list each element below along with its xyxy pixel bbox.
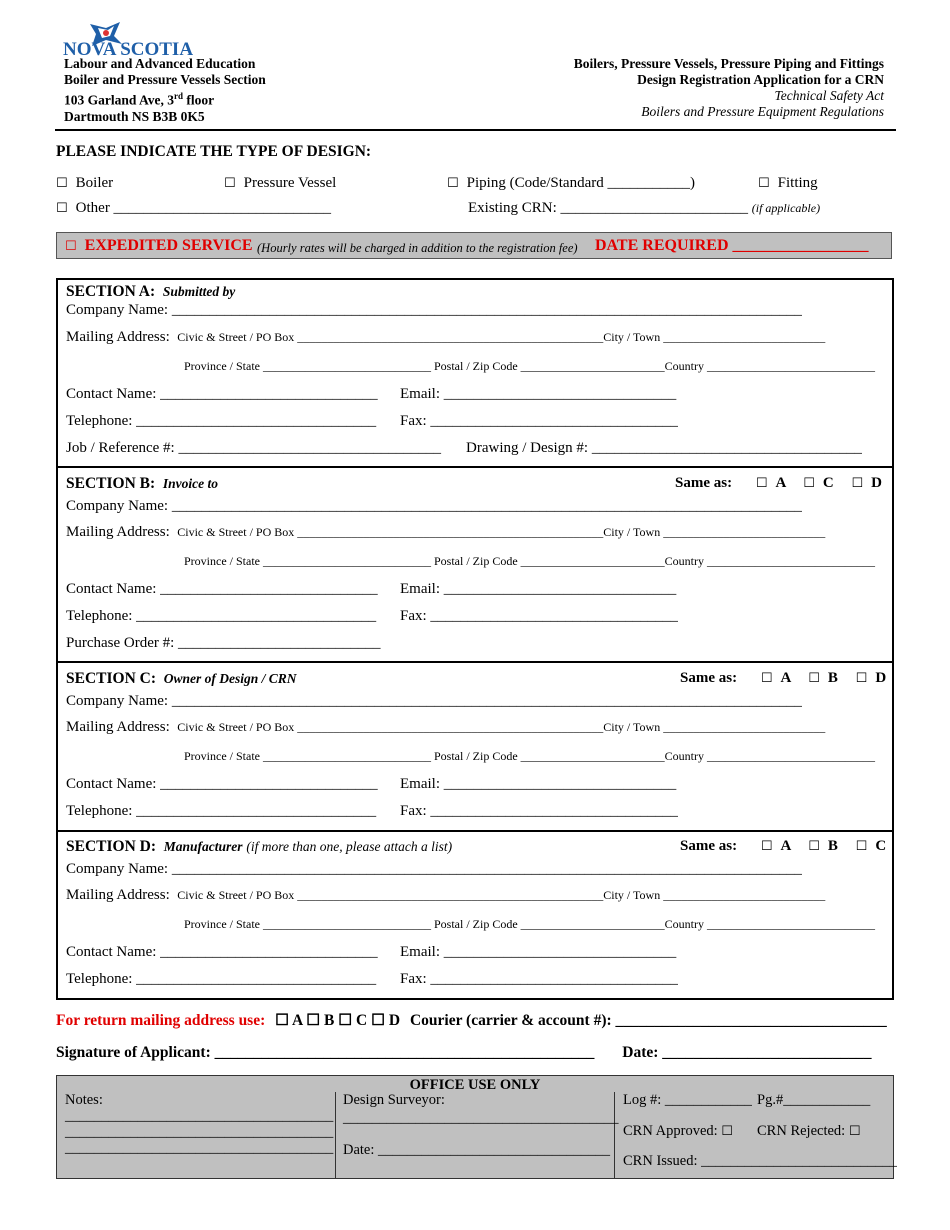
contact-name-field[interactable]: Contact Name: _____________________________ (66, 581, 378, 597)
pressure-vessel-option[interactable]: ☐ Pressure Vessel (224, 175, 337, 191)
nova-scotia-logo (62, 22, 202, 58)
act-name: Technical Safety Act (774, 88, 884, 103)
department-name: Labour and Advanced Education (64, 56, 256, 71)
notes-label: Notes: (65, 1092, 103, 1108)
contact-name-field[interactable]: Contact Name: _____________________________ (66, 776, 378, 792)
same-as-c-option[interactable]: ☐ C (803, 475, 834, 491)
section-d-same-as: Same as: ☐ A ☐ B ☐ C (680, 838, 887, 854)
checkbox-icon: ☐ (855, 839, 868, 854)
courier-field[interactable]: Courier (carrier & account #): ___________________________________ (409, 1012, 887, 1029)
page-number-field[interactable]: Pg.#____________ (757, 1092, 871, 1108)
same-as-a-option[interactable]: ☐ A (755, 475, 786, 491)
flag-icon (62, 22, 202, 58)
fax-field[interactable]: Fax: _________________________________ (400, 608, 678, 624)
email-field[interactable]: Email: _______________________________ (400, 581, 677, 597)
fitting-option[interactable]: ☐ Fitting (758, 175, 818, 191)
checkbox-icon: ☐ (848, 1124, 861, 1139)
column-divider (335, 1092, 336, 1178)
office-date-field[interactable]: Date: ________________________________ (343, 1142, 611, 1158)
column-divider (614, 1092, 615, 1178)
signature-date-field[interactable]: Date: ___________________________ (622, 1044, 872, 1061)
same-as-b-option[interactable]: ☐ B (808, 838, 838, 854)
section-d-title: SECTION D: Manufacturer (if more than one, please attach a list) (66, 838, 453, 855)
return-mailing-options[interactable]: ☐ A ☐ B ☐ C ☐ D (275, 1012, 401, 1029)
design-surveyor-line[interactable]: ______________________________________ (343, 1110, 619, 1126)
same-as-b-option[interactable]: ☐ B (808, 670, 838, 686)
date-required-field[interactable]: DATE REQUIRED _________________ (595, 237, 869, 254)
section-c-same-as: Same as: ☐ A ☐ B ☐ D (680, 670, 887, 686)
crn-rejected-option[interactable]: CRN Rejected: ☐ (757, 1123, 861, 1139)
checkbox-icon: ☐ (721, 1124, 733, 1139)
same-as-a-option[interactable]: ☐ A (760, 670, 791, 686)
mailing-address-field[interactable]: Mailing Address: Civic & Street / PO Box ___________________________________________________City / Town ___________________________ (66, 719, 826, 735)
office-use-title: OFFICE USE ONLY (409, 1077, 541, 1093)
checkbox-icon: ☐ (851, 476, 864, 491)
expedited-service-bar (56, 232, 892, 259)
email-field[interactable]: Email: _______________________________ (400, 776, 677, 792)
same-as-a-option[interactable]: ☐ A (760, 838, 791, 854)
notes-line[interactable]: _____________________________________ (65, 1108, 334, 1124)
section-b-title: SECTION B: Invoice to (66, 475, 219, 492)
telephone-field[interactable]: Telephone: ________________________________ (66, 608, 377, 624)
section-divider (58, 661, 892, 663)
signature-field[interactable]: Signature of Applicant: _________________________________________________ (56, 1044, 595, 1061)
section-divider (58, 466, 892, 468)
fax-field[interactable]: Fax: _________________________________ (400, 803, 678, 819)
notes-line[interactable]: _____________________________________ (65, 1124, 334, 1140)
checkbox-icon: ☐ (808, 671, 820, 686)
expedited-checkbox[interactable]: ☐ EXPEDITED SERVICE (65, 237, 253, 254)
province-postal-country-field[interactable]: Province / State ____________________________ Postal / Zip Code ________________________Country ____________________________ (184, 554, 875, 568)
telephone-field[interactable]: Telephone: ________________________________ (66, 971, 377, 987)
other-option[interactable]: ☐ Other _____________________________ (56, 200, 332, 216)
piping-option[interactable]: ☐ Piping (Code/Standard ___________) (447, 175, 695, 191)
form-title: Boilers, Pressure Vessels, Pressure Piping and Fittings (573, 56, 884, 71)
company-name-field[interactable]: Company Name: ____________________________________________________________________________________ (66, 498, 802, 514)
email-field[interactable]: Email: _______________________________ (400, 944, 677, 960)
fax-field[interactable]: Fax: _________________________________ (400, 413, 678, 429)
signature-row (56, 1044, 872, 1062)
sections-table (56, 278, 894, 1000)
return-mailing-row (56, 1011, 887, 1030)
notes-line[interactable]: _____________________________________ (65, 1140, 334, 1156)
contact-name-field[interactable]: Contact Name: _____________________________ (66, 944, 378, 960)
section-b-same-as: Same as: ☐ A ☐ C ☐ D (675, 475, 882, 491)
company-name-field[interactable]: Company Name: ____________________________________________________________________________________ (66, 693, 802, 709)
telephone-field[interactable]: Telephone: ________________________________ (66, 803, 377, 819)
checkbox-icon[interactable]: ☐ (758, 176, 770, 191)
telephone-field[interactable]: Telephone: ________________________________ (66, 413, 377, 429)
regulation-name: Boilers and Pressure Equipment Regulations (641, 104, 884, 119)
company-name-field[interactable]: Company Name: ____________________________________________________________________________________ (66, 861, 802, 877)
company-name-field[interactable]: Company Name: ____________________________________________________________________________________ (66, 302, 802, 318)
checkbox-icon: ☐ (65, 239, 77, 254)
expedited-note: (Hourly rates will be charged in addition to the registration fee) (257, 241, 578, 255)
section-name: Boiler and Pressure Vessels Section (64, 72, 266, 87)
checkbox-icon: ☐ (760, 671, 773, 686)
existing-crn-field[interactable]: Existing CRN: _________________________ (if applicable) (468, 200, 821, 216)
same-as-c-option[interactable]: ☐ C (855, 838, 887, 854)
svg-text:NOVA SCOTIA: NOVA SCOTIA (63, 39, 194, 58)
street-address: 103 Garland Ave, 3rd floor (64, 91, 215, 108)
checkbox-icon: ☐ (760, 839, 773, 854)
checkbox-icon[interactable]: ☐ (56, 201, 68, 216)
contact-name-field[interactable]: Contact Name: _____________________________ (66, 386, 378, 402)
job-reference-field[interactable]: Job / Reference #: ___________________________________ (66, 440, 441, 456)
boiler-option[interactable]: ☐ Boiler (56, 175, 114, 191)
province-postal-country-field[interactable]: Province / State ____________________________ Postal / Zip Code ________________________Country ____________________________ (184, 917, 875, 931)
crn-approved-option[interactable]: CRN Approved: ☐ (623, 1123, 733, 1139)
crn-issued-field[interactable]: CRN Issued: ___________________________ (623, 1153, 897, 1169)
form-title-block (574, 56, 884, 120)
checkbox-icon[interactable]: ☐ (224, 176, 236, 191)
design-type-title: PLEASE INDICATE THE TYPE OF DESIGN: (56, 143, 372, 160)
drawing-design-field[interactable]: Drawing / Design #: ____________________________________ (466, 440, 862, 456)
checkbox-icon: ☐ (755, 476, 768, 491)
design-surveyor-label: Design Surveyor: (343, 1092, 445, 1108)
form-subtitle: Design Registration Application for a CRN (637, 72, 884, 87)
province-postal-country-field[interactable]: Province / State ____________________________ Postal / Zip Code ________________________Country ____________________________ (184, 749, 875, 763)
fax-field[interactable]: Fax: _________________________________ (400, 971, 678, 987)
mailing-address-field[interactable]: Mailing Address: Civic & Street / PO Box ___________________________________________________City / Town ___________________________ (66, 329, 826, 345)
city-postal: Dartmouth NS B3B 0K5 (64, 108, 205, 124)
province-postal-country-field[interactable]: Province / State ____________________________ Postal / Zip Code ________________________Country ____________________________ (184, 359, 875, 373)
section-c-title: SECTION C: Owner of Design / CRN (66, 670, 297, 687)
section-a-title: SECTION A: Submitted by (66, 283, 236, 300)
same-as-d-option[interactable]: ☐ D (851, 475, 882, 491)
checkbox-icon: ☐ (808, 839, 820, 854)
checkbox-icon[interactable]: ☐ (447, 176, 459, 191)
purchase-order-field[interactable]: Purchase Order #: ___________________________ (66, 635, 381, 651)
mailing-address-field[interactable]: Mailing Address: Civic & Street / PO Box ___________________________________________________City / Town ___________________________ (66, 887, 826, 903)
checkbox-icon[interactable]: ☐ (56, 176, 68, 191)
log-number-field[interactable]: Log #: ____________ (623, 1092, 752, 1108)
checkbox-icon: ☐ (855, 671, 868, 686)
if-applicable-note: (if applicable) (751, 201, 821, 215)
same-as-d-option[interactable]: ☐ D (855, 670, 887, 686)
department-address (64, 56, 266, 125)
mailing-address-field[interactable]: Mailing Address: Civic & Street / PO Box ___________________________________________________City / Town ___________________________ (66, 524, 826, 540)
section-divider (58, 830, 892, 832)
checkbox-icon: ☐ (803, 476, 815, 491)
return-mailing-label: For return mailing address use: (56, 1012, 266, 1029)
email-field[interactable]: Email: _______________________________ (400, 386, 677, 402)
office-use-panel (56, 1075, 897, 1179)
header-divider (55, 129, 896, 131)
